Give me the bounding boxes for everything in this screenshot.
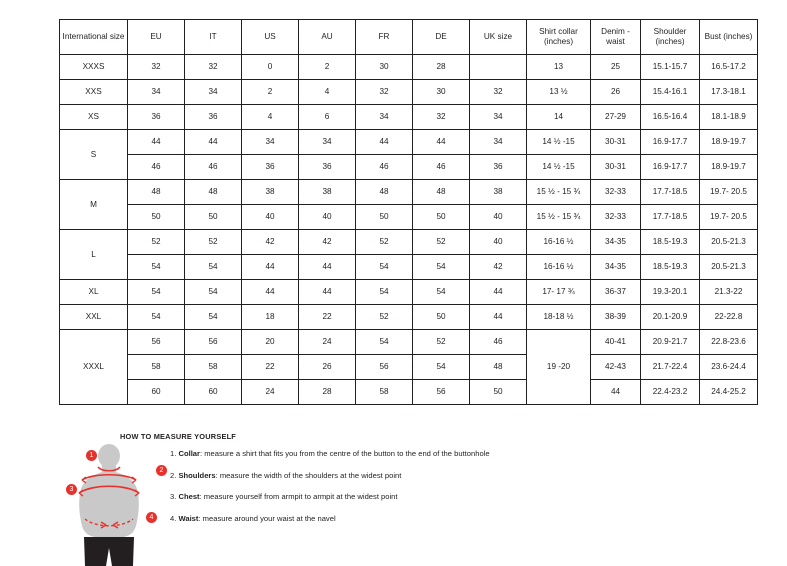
cell: 46 <box>470 330 527 355</box>
column-header-au: AU <box>299 20 356 55</box>
cell: 38 <box>470 180 527 205</box>
cell: 46 <box>185 155 242 180</box>
cell: 32-33 <box>591 205 641 230</box>
item-label: Waist <box>178 513 199 523</box>
cell: 15 ½ - 15 ¾ <box>527 205 591 230</box>
row-size-label: XXL <box>60 305 128 330</box>
table-row <box>60 155 758 180</box>
cell: 0 <box>242 55 299 80</box>
cell: 52 <box>413 230 470 255</box>
cell: 28 <box>413 55 470 80</box>
cell: 16.9-17.7 <box>641 130 700 155</box>
cell: 15.4-16.1 <box>641 80 700 105</box>
cell: 54 <box>356 255 413 280</box>
cell: 30-31 <box>591 130 641 155</box>
cell: 20.5-21.3 <box>700 230 758 255</box>
list-item <box>170 492 710 501</box>
table-row <box>60 180 758 205</box>
cell: 32 <box>470 80 527 105</box>
cell: 6 <box>299 105 356 130</box>
cell: 52 <box>356 230 413 255</box>
cell: 16.5-16.4 <box>641 105 700 130</box>
cell: 54 <box>413 280 470 305</box>
table-row <box>60 305 758 330</box>
cell: 13 <box>527 55 591 80</box>
cell: 44 <box>591 380 641 405</box>
table-row <box>60 355 758 380</box>
cell: 48 <box>470 355 527 380</box>
cell: 44 <box>185 130 242 155</box>
cell: 18.9-19.7 <box>700 155 758 180</box>
cell: 44 <box>356 130 413 155</box>
item-number: 2. <box>170 470 177 480</box>
cell: 32 <box>356 80 413 105</box>
cell: 54 <box>413 355 470 380</box>
cell: 32 <box>128 55 185 80</box>
column-header-bust: Bust (inches) <box>700 20 758 55</box>
cell: 44 <box>413 130 470 155</box>
list-item <box>170 471 710 480</box>
table-row <box>60 280 758 305</box>
cell: 13 ½ <box>527 80 591 105</box>
item-number: 3. <box>170 492 177 502</box>
how-to-measure-title: HOW TO MEASURE YOURSELF <box>120 432 237 441</box>
cell: 14 <box>527 105 591 130</box>
cell: 18.5-19.3 <box>641 255 700 280</box>
cell: 32-33 <box>591 180 641 205</box>
cell: 30 <box>356 55 413 80</box>
cell: 36 <box>470 155 527 180</box>
cell: 18.1-18.9 <box>700 105 758 130</box>
cell: 46 <box>356 155 413 180</box>
cell: 22 <box>242 355 299 380</box>
cell: 15.1-15.7 <box>641 55 700 80</box>
cell: 54 <box>128 305 185 330</box>
cell: 38-39 <box>591 305 641 330</box>
cell: 21.7-22.4 <box>641 355 700 380</box>
cell: 44 <box>128 130 185 155</box>
cell: 14 ½ -15 <box>527 130 591 155</box>
cell: 22 <box>299 305 356 330</box>
cell: 34 <box>356 105 413 130</box>
table-row <box>60 255 758 280</box>
table-row <box>60 230 758 255</box>
cell: 20.9-21.7 <box>641 330 700 355</box>
cell: 36 <box>242 155 299 180</box>
cell: 16-16 ½ <box>527 255 591 280</box>
cell: 44 <box>470 305 527 330</box>
cell: 36 <box>299 155 356 180</box>
cell: 34 <box>470 105 527 130</box>
item-label: Chest <box>178 492 200 502</box>
column-header-denim-waist: Denim - waist <box>591 20 641 55</box>
cell: 18 <box>242 305 299 330</box>
cell: 40 <box>242 205 299 230</box>
row-size-label: XXXL <box>60 330 128 405</box>
cell: 38 <box>242 180 299 205</box>
measurement-diagram <box>60 440 170 566</box>
cell: 26 <box>299 355 356 380</box>
cell: 42-43 <box>591 355 641 380</box>
row-size-label: XXS <box>60 80 128 105</box>
column-header-international-size: International size <box>60 20 128 55</box>
cell: 56 <box>356 355 413 380</box>
cell: 34-35 <box>591 230 641 255</box>
cell: 56 <box>413 380 470 405</box>
cell: 4 <box>242 105 299 130</box>
cell: 14 ½ -15 <box>527 155 591 180</box>
column-header-it: IT <box>185 20 242 55</box>
row-size-label: M <box>60 180 128 230</box>
item-text: : measure yourself from armpit to armpit at the widest point <box>199 492 398 502</box>
table-row <box>60 205 758 230</box>
cell: 24.4-25.2 <box>700 380 758 405</box>
cell: 17.7-18.5 <box>641 180 700 205</box>
column-header-uk-size: UK size <box>470 20 527 55</box>
cell: 17- 17 ¾ <box>527 280 591 305</box>
table-row <box>60 130 758 155</box>
cell: 52 <box>185 230 242 255</box>
cell: 44 <box>299 280 356 305</box>
cell: 34 <box>185 80 242 105</box>
cell: 54 <box>128 255 185 280</box>
cell: 46 <box>413 155 470 180</box>
cell: 24 <box>242 380 299 405</box>
cell: 16.9-17.7 <box>641 155 700 180</box>
cell: 18.9-19.7 <box>700 130 758 155</box>
cell: 2 <box>242 80 299 105</box>
cell: 25 <box>591 55 641 80</box>
cell: 54 <box>185 305 242 330</box>
cell: 48 <box>128 180 185 205</box>
table-row <box>60 105 758 130</box>
cell: 40 <box>470 230 527 255</box>
table-row <box>60 80 758 105</box>
cell: 44 <box>299 255 356 280</box>
cell: 54 <box>185 255 242 280</box>
cell: 26 <box>591 80 641 105</box>
cell: 52 <box>356 305 413 330</box>
table-row <box>60 55 758 80</box>
cell: 36 <box>128 105 185 130</box>
cell: 34 <box>128 80 185 105</box>
torso-figure-svg <box>60 440 170 566</box>
cell: 56 <box>185 330 242 355</box>
cell: 17.3-18.1 <box>700 80 758 105</box>
cell: 30-31 <box>591 155 641 180</box>
item-text: : measure the width of the shoulders at the widest point <box>215 470 402 480</box>
row-size-label: XS <box>60 105 128 130</box>
item-number: 4. <box>170 513 177 523</box>
cell: 52 <box>413 330 470 355</box>
cell: 50 <box>185 205 242 230</box>
cell: 52 <box>128 230 185 255</box>
table-header-row <box>60 20 758 55</box>
cell: 16.5-17.2 <box>700 55 758 80</box>
cell: 42 <box>299 230 356 255</box>
row-size-label: XXXS <box>60 55 128 80</box>
cell: 2 <box>299 55 356 80</box>
cell: 18-18 ½ <box>527 305 591 330</box>
cell: 34 <box>470 130 527 155</box>
cell: 58 <box>185 355 242 380</box>
cell: 34 <box>299 130 356 155</box>
callout-marker-4: 4 <box>146 512 157 523</box>
column-header-us: US <box>242 20 299 55</box>
cell: 19.7- 20.5 <box>700 180 758 205</box>
cell: 50 <box>413 305 470 330</box>
cell: 48 <box>413 180 470 205</box>
cell: 50 <box>413 205 470 230</box>
column-header-eu: EU <box>128 20 185 55</box>
callout-marker-2: 2 <box>156 465 167 476</box>
cell: 54 <box>128 280 185 305</box>
cell: 36 <box>185 105 242 130</box>
cell: 27-29 <box>591 105 641 130</box>
cell: 16-16 ½ <box>527 230 591 255</box>
cell: 40 <box>299 205 356 230</box>
cell: 40-41 <box>591 330 641 355</box>
cell: 44 <box>242 255 299 280</box>
cell: 17.7-18.5 <box>641 205 700 230</box>
cell: 50 <box>356 205 413 230</box>
column-header-shoulder: Shoulder (inches) <box>641 20 700 55</box>
cell: 34-35 <box>591 255 641 280</box>
cell: 20 <box>242 330 299 355</box>
item-number: 1. <box>170 449 177 458</box>
size-chart-table <box>59 19 758 405</box>
item-label: Shoulders <box>178 470 216 480</box>
cell: 42 <box>242 230 299 255</box>
cell: 44 <box>470 280 527 305</box>
cell: 4 <box>299 80 356 105</box>
table-row <box>60 380 758 405</box>
cell: 24 <box>299 330 356 355</box>
cell: 20.5-21.3 <box>700 255 758 280</box>
cell: 32 <box>413 105 470 130</box>
cell: 32 <box>185 55 242 80</box>
cell: 23.6-24.4 <box>700 355 758 380</box>
callout-marker-3: 3 <box>66 484 77 495</box>
row-size-label: S <box>60 130 128 180</box>
cell: 15 ½ - 15 ¾ <box>527 180 591 205</box>
item-text: : measure around your waist at the navel <box>198 513 336 523</box>
cell: 22.8-23.6 <box>700 330 758 355</box>
cell: 44 <box>242 280 299 305</box>
cell: 36-37 <box>591 280 641 305</box>
cell: 54 <box>356 330 413 355</box>
cell: 50 <box>470 380 527 405</box>
cell: 56 <box>128 330 185 355</box>
table-row <box>60 330 758 355</box>
cell: 54 <box>356 280 413 305</box>
cell: 46 <box>128 155 185 180</box>
item-text: : measure a shirt that fits you from the centre of the button to the end of the buttonhole <box>200 449 490 458</box>
cell: 54 <box>413 255 470 280</box>
cell: 19.7- 20.5 <box>700 205 758 230</box>
cell: 60 <box>128 380 185 405</box>
cell: 28 <box>299 380 356 405</box>
cell: 42 <box>470 255 527 280</box>
list-item <box>170 449 710 458</box>
cell: 19.3-20.1 <box>641 280 700 305</box>
cell-shirt-collar-merged: 19 -20 <box>527 330 591 405</box>
row-size-label: XL <box>60 280 128 305</box>
cell: 22.4-23.2 <box>641 380 700 405</box>
column-header-de: DE <box>413 20 470 55</box>
measure-instructions-list <box>170 449 710 535</box>
cell: 54 <box>185 280 242 305</box>
cell: 40 <box>470 205 527 230</box>
column-header-fr: FR <box>356 20 413 55</box>
column-header-shirt-collar: Shirt collar (inches) <box>527 20 591 55</box>
cell: 58 <box>356 380 413 405</box>
cell: 58 <box>128 355 185 380</box>
cell <box>470 55 527 80</box>
cell: 21.3-22 <box>700 280 758 305</box>
cell: 48 <box>356 180 413 205</box>
cell: 48 <box>185 180 242 205</box>
list-item <box>170 514 710 523</box>
cell: 22-22.8 <box>700 305 758 330</box>
cell: 34 <box>242 130 299 155</box>
cell: 50 <box>128 205 185 230</box>
cell: 30 <box>413 80 470 105</box>
cell: 20.1-20.9 <box>641 305 700 330</box>
cell: 38 <box>299 180 356 205</box>
callout-marker-1: 1 <box>86 450 97 461</box>
row-size-label: L <box>60 230 128 280</box>
cell: 18.5-19.3 <box>641 230 700 255</box>
cell: 60 <box>185 380 242 405</box>
item-label: Collar <box>178 449 200 458</box>
